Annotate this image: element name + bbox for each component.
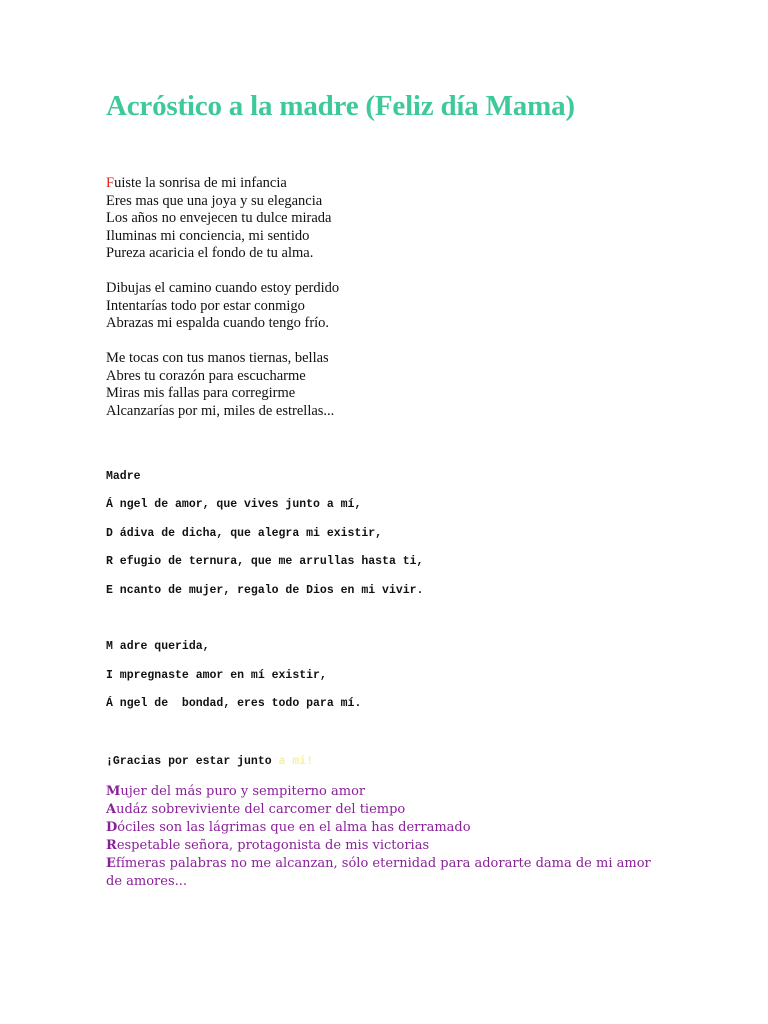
poem-line: Abres tu corazón para escucharme xyxy=(106,367,306,384)
acrostic-initial: R xyxy=(106,838,117,853)
poem-acrostic-madre xyxy=(106,783,666,891)
mono-poem-line: Á ngel de amor, que vives junto a mí, xyxy=(106,498,362,511)
mono-poem-line: Á ngel de bondad, eres todo para mí. xyxy=(106,697,362,710)
acrostic-initial: A xyxy=(106,802,117,817)
acrostic-line xyxy=(106,783,666,801)
poem-line: Me tocas con tus manos tiernas, bellas xyxy=(106,350,329,366)
acrostic-line-text: udáz sobreviviente del carcomer del tiempo xyxy=(116,802,406,817)
poem-first xyxy=(106,175,666,420)
poem-line: Miras mis fallas para corregirme xyxy=(106,385,296,401)
poem-line: Intentarías todo por estar conmigo xyxy=(106,297,305,314)
acrostic-line xyxy=(106,801,666,819)
poem-stanza xyxy=(106,175,666,263)
poem-line: Iluminas mi conciencia, mi sentido xyxy=(106,227,310,244)
mono-poem-heading: Madre xyxy=(106,470,141,483)
closing-text: ¡Gracias por estar junto xyxy=(106,755,272,768)
poem-line: Los años no envejecen tu dulce mirada xyxy=(106,210,332,226)
poem-line: Abrazas mi espalda cuando tengo frío. xyxy=(106,315,330,331)
mono-poem-line: E ncanto de mujer, regalo de Dios en mi vivir. xyxy=(106,584,424,597)
poem-line-text: uiste la sonrisa de mi infancia xyxy=(114,175,287,191)
poem-line: Eres mas que una joya y su elegancia xyxy=(106,192,323,209)
mono-poem-closing xyxy=(106,755,313,768)
poem-line: Alcanzarías por mi, miles de estrellas... xyxy=(106,402,335,419)
acrostic-initial: M xyxy=(106,784,121,799)
poem-line: Dibujas el camino cuando estoy perdido xyxy=(106,280,340,296)
acrostic-line-text: ujer del más puro y sempiterno amor xyxy=(120,784,366,799)
poem-line xyxy=(106,175,666,193)
acrostic-initial: F xyxy=(106,175,115,191)
acrostic-line xyxy=(106,819,666,837)
closing-faint-text: a mí! xyxy=(271,755,314,768)
acrostic-line xyxy=(106,855,666,891)
acrostic-line-text: óciles son las lágrimas que en el alma has derramado xyxy=(117,820,471,835)
poem-stanza xyxy=(106,350,666,420)
poem-line: Pureza acaricia el fondo de tu alma. xyxy=(106,245,314,261)
acrostic-line xyxy=(106,837,666,855)
acrostic-line-text: espetable señora, protagonista de mis victorias xyxy=(116,838,430,853)
mono-poem-line: M adre querida, xyxy=(106,640,210,653)
mono-poem-line: D ádiva de dicha, que alegra mi existir, xyxy=(106,527,383,540)
mono-poem-line: I mpregnaste amor en mí existir, xyxy=(106,669,327,682)
acrostic-initial: D xyxy=(106,820,118,835)
poem-stanza xyxy=(106,280,666,333)
page-title: Acróstico a la madre (Feliz día Mama) xyxy=(106,90,575,122)
acrostic-initial: E xyxy=(106,856,116,871)
mono-poem-line: R efugio de ternura, que me arrullas hasta ti, xyxy=(106,555,424,568)
acrostic-line-text: fímeras palabras no me alcanzan, sólo eternidad para adorarte dama de mi amor de amores... xyxy=(106,856,651,889)
